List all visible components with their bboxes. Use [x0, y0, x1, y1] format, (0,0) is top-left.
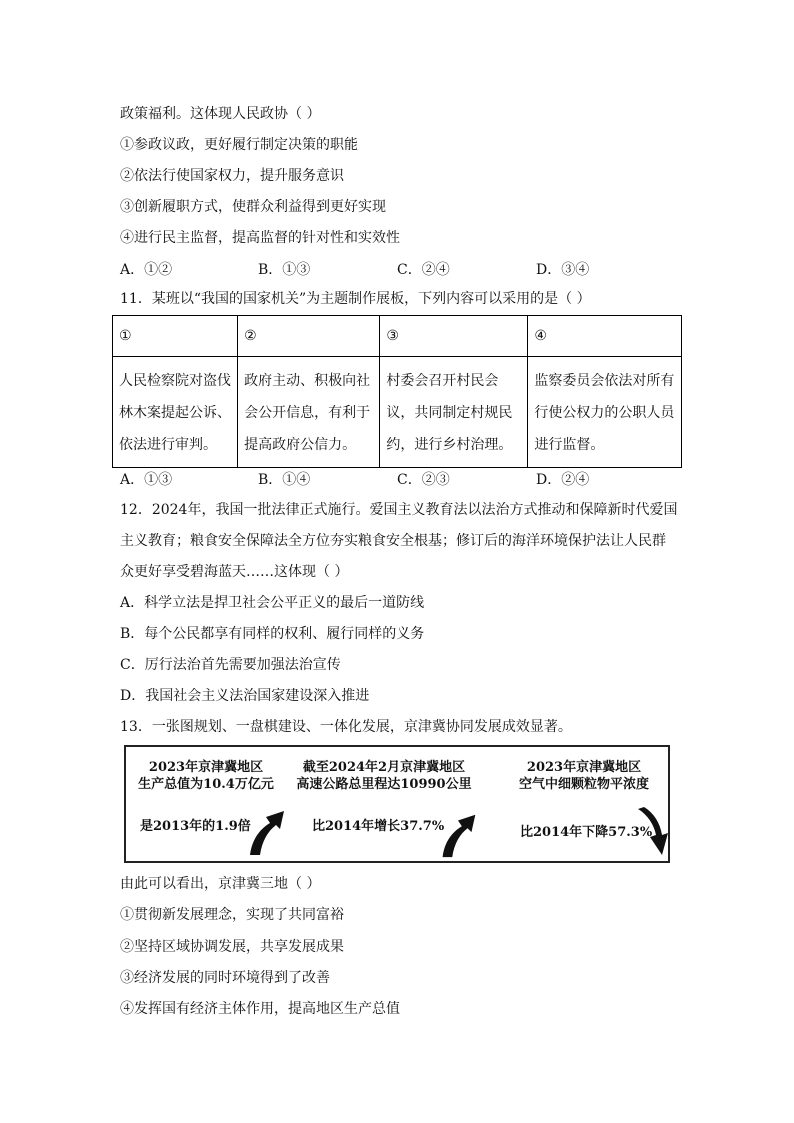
q13-panel-air-title-1: 2023年京津冀地区: [526, 760, 642, 775]
q13-item-3: ③经济发展的同时环境得到了改善: [120, 970, 330, 986]
q10-option-a[interactable]: A．①②: [120, 262, 173, 278]
q12-stem-line-3: 众更好享受碧海蓝天……这体现（ ）: [120, 564, 349, 580]
q10-item-2: ②依法行使国家权力，提升服务意识: [120, 168, 344, 184]
q13-panel-highway: [294, 747, 474, 861]
q11-cell-4: 监察委员会依法对所有行使公权力的公职人员进行监督。: [528, 357, 682, 468]
up-arrow-icon: [438, 809, 478, 859]
q13-panel-highway-note: 比2014年增长37.7%: [312, 819, 445, 834]
q13-stem: 13．一张图规划、一盘棋建设、一体化发展，京津冀协同发展成效显著。: [120, 719, 572, 735]
q13-panel-air: [498, 747, 670, 861]
q13-panel-highway-title-2: 高速公路总里程达10990公里: [296, 777, 472, 792]
q10-option-c[interactable]: C．②④: [397, 262, 450, 278]
q12-option-d[interactable]: D．我国社会主义法治国家建设深入推进: [120, 688, 370, 704]
q13-panel-gdp-note: 是2013年的1.9倍: [140, 819, 251, 834]
q13-panel-highway-title-1: 截至2024年2月京津冀地区: [302, 760, 466, 775]
q13-panel-gdp-title-1: 2023年京津冀地区: [148, 760, 264, 775]
q11-table: [112, 315, 682, 468]
down-arrow-icon: [634, 807, 670, 857]
q13-panel-gdp: [126, 747, 286, 861]
q13-infographic: [124, 745, 670, 863]
q10-option-b[interactable]: B．①③: [258, 262, 311, 278]
q12-option-c[interactable]: C．厉行法治首先需要加强法治宣传: [120, 657, 341, 673]
q13-item-2: ②坚持区域协调发展，共享发展成果: [120, 939, 344, 955]
q10-options: [120, 259, 680, 279]
q11-stem: 11．某班以“我国的国家机关”为主题制作展板，下列内容可以采用的是（ ）: [120, 291, 591, 307]
q10-item-4: ④进行民主监督，提高监督的针对性和实效性: [120, 230, 400, 246]
q10-item-1: ①参政议政，更好履行制定决策的职能: [120, 137, 358, 153]
q13-item-1: ①贯彻新发展理念，实现了共同富裕: [120, 907, 344, 923]
q13-panel-highway-title: [294, 759, 474, 793]
q12-option-a[interactable]: A．科学立法是捍卫社会公平正义的最后一道防线: [120, 595, 425, 611]
q11-cell-3: 村委会召开村民会议，共同制定村规民约，进行乡村治理。: [380, 357, 528, 468]
q13-panel-gdp-title-2: 生产总值为10.4万亿元: [138, 777, 274, 792]
q11-header-1: ①: [113, 316, 238, 357]
q11-header-3: ③: [380, 316, 528, 357]
q13-panel-air-title: [498, 759, 670, 793]
q12-stem-line-1: 12．2024年，我国一批法律正式施行。爱国主义教育法以法治方式推动和保障新时代爱国: [120, 502, 678, 518]
q13-question: 由此可以看出，京津冀三地（ ）: [120, 876, 321, 892]
q10-option-d[interactable]: D．③④: [536, 262, 590, 278]
q11-header-2: ②: [238, 316, 380, 357]
q13-panel-gdp-title: [126, 759, 286, 793]
q13-panel-air-title-2: 空气中细颗粒物平浓度: [518, 777, 649, 792]
q11-option-d[interactable]: D．②④: [536, 472, 590, 488]
q11-header-4: ④: [528, 316, 682, 357]
q11-option-b[interactable]: B．①④: [258, 472, 311, 488]
q12-stem-line-2: 主义教育；粮食安全保障法全方位夯实粮食安全根基；修订后的海洋环境保护法让人民群: [120, 533, 666, 549]
q10-stem-tail: 政策福利。这体现人民政协（ ）: [120, 106, 321, 122]
q11-cell-2: 政府主动、积极向社会公开信息，有利于提高政府公信力。: [238, 357, 380, 468]
q13-item-4: ④发挥国有经济主体作用，提高地区生产总值: [120, 1001, 400, 1017]
q12-option-b[interactable]: B．每个公民都享有同样的权利、履行同样的义务: [120, 626, 425, 642]
q11-cell-1: 人民检察院对盗伐林木案提起公诉、依法进行审判。: [113, 357, 238, 468]
q11-option-a[interactable]: A．①③: [120, 472, 173, 488]
q11-options: [120, 469, 680, 489]
q11-option-c[interactable]: C．②③: [397, 472, 450, 488]
q10-item-3: ③创新履职方式，使群众利益得到更好实现: [120, 199, 386, 215]
q13-panel-air-note: 比2014年下降57.3%: [520, 825, 653, 840]
up-arrow-icon: [246, 805, 286, 857]
